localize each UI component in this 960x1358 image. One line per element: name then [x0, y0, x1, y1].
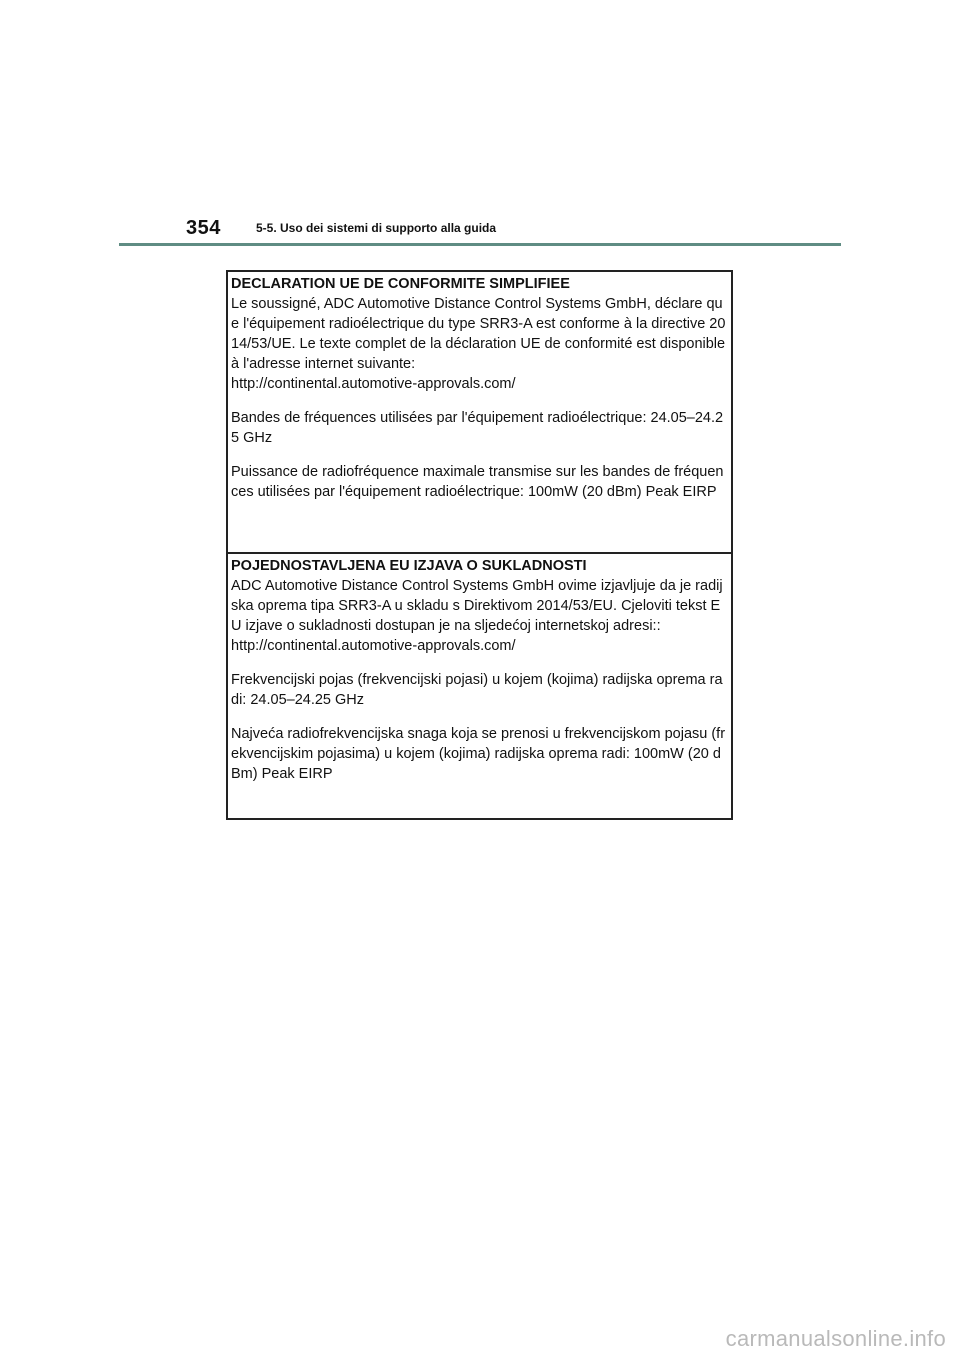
declaration-heading-croatian: POJEDNOSTAVLJENA EU IZJAVA O SUKLADNOSTI: [231, 558, 587, 574]
page-header: [186, 214, 496, 242]
declaration-section-croatian: [228, 552, 731, 818]
header-divider: [119, 243, 841, 246]
max-power-french: Puissance de radiofréquence maximale transmise sur les bandes de fréquences utilisées par l'équipement radioélectrique: 100mW (20 dBm) Peak EIRP: [231, 464, 724, 500]
frequency-bands-french: Bandes de fréquences utilisées par l'équipement radioélectrique: 24.05–24.25 GHz: [231, 410, 724, 446]
declaration-heading-french: DECLARATION UE DE CONFORMITE SIMPLIFIEE: [231, 276, 570, 292]
watermark: carmanualsonline.info: [725, 1326, 946, 1351]
declaration-statement-french: Le soussigné, ADC Automotive Distance Control Systems GmbH, déclare que l'équipement radioélectrique du type SRR3-A est conforme à la directive 2014/53/UE. Le texte complet de la déclaration UE de conformité est disponible à l'adresse internet suivante:: [231, 296, 726, 372]
declaration-box: [226, 270, 733, 820]
page-number: 354: [186, 216, 221, 239]
declaration-section-french: [228, 272, 731, 552]
frequency-bands-croatian: Frekvencijski pojas (frekvencijski pojasi) u kojem (kojima) radijska oprema radi: 24.05–24.25 GHz: [231, 672, 723, 708]
max-power-croatian: Najveća radiofrekvencijska snaga koja se prenosi u frekvencijskom pojasu (frekvencijskim pojasima) u kojem (kojima) radijska oprema radi: 100mW (20 dBm) Peak EIRP: [231, 726, 726, 782]
declaration-url-french: http://continental.automotive-approvals.com/: [231, 376, 516, 392]
declaration-statement-croatian: ADC Automotive Distance Control Systems GmbH ovime izjavljuje da je radijska oprema tipa SRR3-A u skladu s Direktivom 2014/53/EU. Cjeloviti tekst EU izjave o sukladnosti dostupan je na sljedećoj internetskoj adresi::: [231, 578, 723, 634]
declaration-url-croatian: http://continental.automotive-approvals.com/: [231, 638, 516, 654]
section-title: 5-5. Uso dei sistemi di supporto alla guida: [256, 221, 497, 235]
